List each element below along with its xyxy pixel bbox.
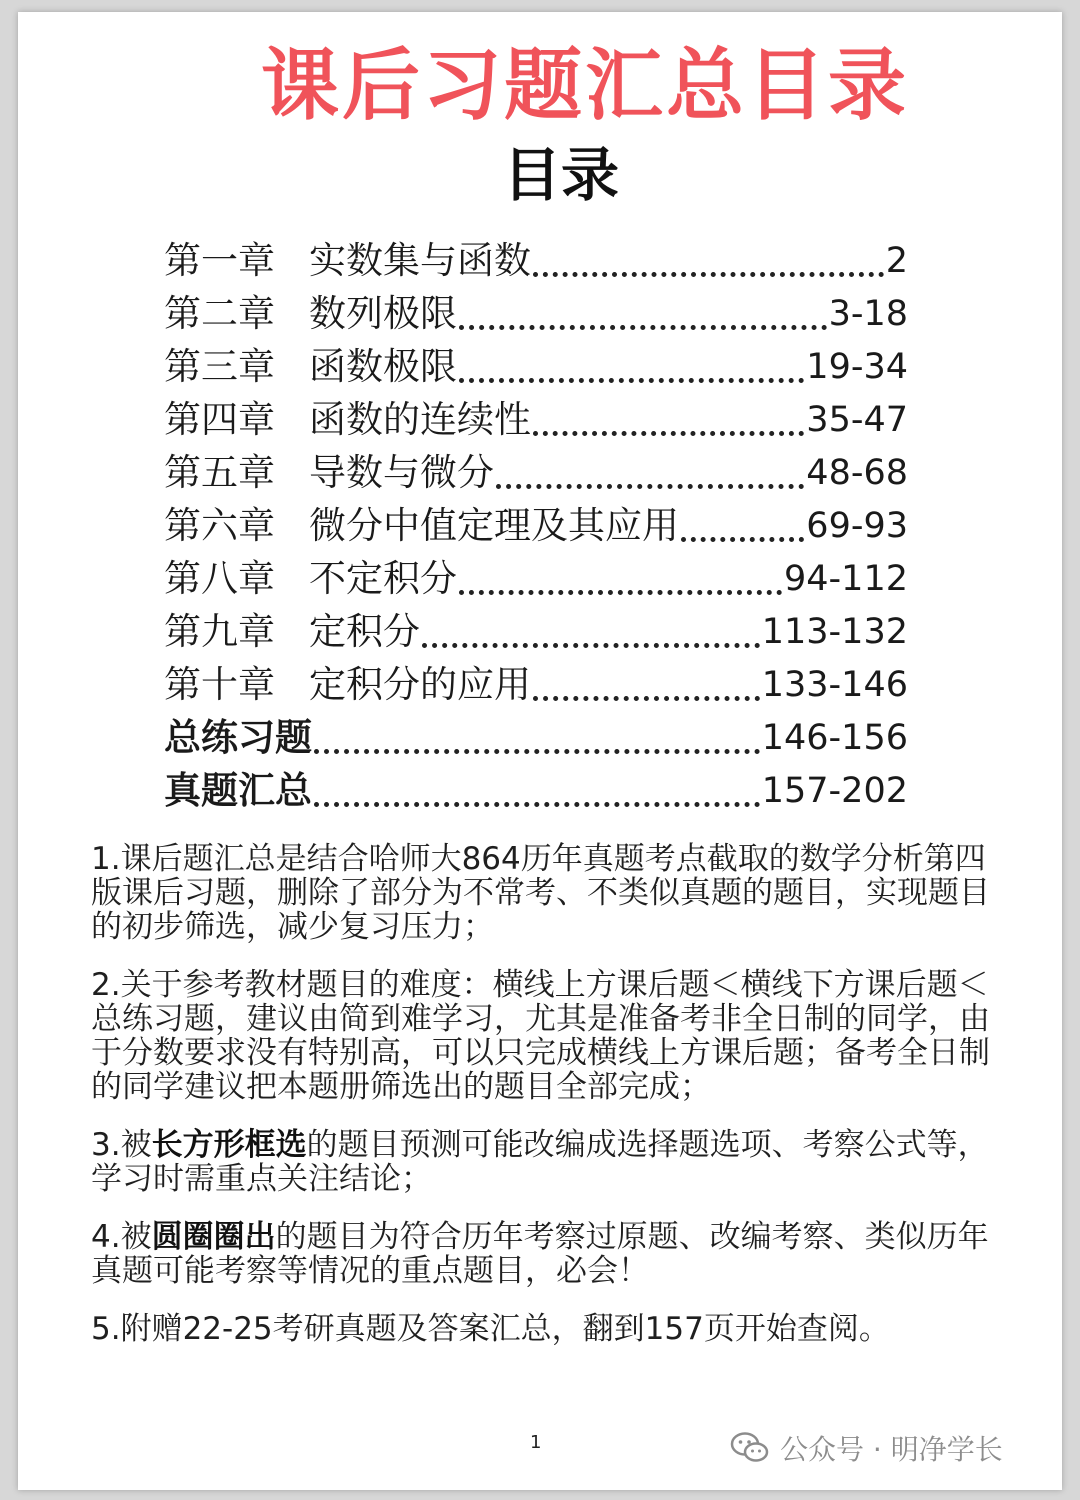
toc-row-ch9[interactable] xyxy=(164,603,908,656)
note-3-prefix: 3.被 xyxy=(91,1127,152,1163)
note-3-text: 的题目预测可能改编成选择题选项、考察公式等，学习时需重点关注结论； xyxy=(91,1127,989,1197)
toc-page-range: 48-68 xyxy=(806,453,908,493)
toc-chapter-label: 第一章 xyxy=(164,239,275,282)
note-4-emphasis: 圆圈圈出 xyxy=(151,1219,276,1255)
note-4 xyxy=(91,1220,991,1288)
toc-page-range: 113-132 xyxy=(761,612,908,652)
document-page xyxy=(18,12,1062,1490)
toc-row-ch1[interactable] xyxy=(164,232,908,285)
toc-chapter-label: 第三章 xyxy=(164,345,275,388)
toc-row-ch4[interactable] xyxy=(164,391,908,444)
toc-row-ch2[interactable] xyxy=(164,285,908,338)
toc-leader-dots xyxy=(533,419,804,436)
toc-page-range: 94-112 xyxy=(784,559,908,599)
note-1: 1.课后题汇总是结合哈师大864历年真题考点截取的数学分析第四版课后习题，删除了部分为不常考、不类似真题的题目，实现题目的初步筛选，减少复习压力； xyxy=(91,841,990,945)
toc-page-range: 157-202 xyxy=(761,771,908,811)
note-4-text: 的题目为符合历年考察过原题、改编考察、类似历年真题可能考察等情况的重点题目，必会！ xyxy=(91,1219,989,1289)
toc-leader-dots xyxy=(314,790,760,807)
watermark xyxy=(730,1428,1003,1468)
toc-leader-dots xyxy=(314,737,760,754)
toc-title: 数列极限 xyxy=(309,292,457,335)
toc-leader-dots xyxy=(459,578,782,595)
watermark-text: 公众号 · 明净学长 xyxy=(780,1433,1003,1466)
toc-chapter-label: 第五章 xyxy=(164,451,275,494)
toc-title: 导数与微分 xyxy=(309,451,494,494)
toc-row-ch3[interactable] xyxy=(164,338,908,391)
page-title: 课后习题汇总目录 xyxy=(260,41,909,131)
toc-page-range: 19-34 xyxy=(806,347,908,387)
toc-leader-dots xyxy=(681,525,804,542)
toc-title: 定积分 xyxy=(309,610,420,653)
toc-row-exercises[interactable] xyxy=(164,709,908,762)
toc-chapter-label: 第二章 xyxy=(164,292,275,335)
toc-row-ch6[interactable] xyxy=(164,497,908,550)
toc-chapter-label: 第九章 xyxy=(164,610,275,653)
notes-section xyxy=(91,842,991,1370)
toc-row-ch8[interactable] xyxy=(164,550,908,603)
toc-page-range: 3-18 xyxy=(828,294,908,334)
toc-heading: 目录 xyxy=(502,141,619,209)
toc-page-range: 35-47 xyxy=(806,400,908,440)
toc-chapter-label: 第八章 xyxy=(164,557,275,600)
toc-title: 真题汇总 xyxy=(164,769,312,812)
toc-leader-dots xyxy=(533,684,760,701)
toc-page-range: 133-146 xyxy=(761,665,908,705)
note-3 xyxy=(91,1128,991,1196)
toc-row-ch10[interactable] xyxy=(164,656,908,709)
toc-title: 函数极限 xyxy=(309,345,457,388)
toc-row-ch5[interactable] xyxy=(164,444,908,497)
page-number: 1 xyxy=(530,1432,542,1453)
toc-leader-dots xyxy=(459,366,804,383)
toc-title: 微分中值定理及其应用 xyxy=(309,504,679,547)
wechat-icon xyxy=(730,1431,770,1465)
note-4-prefix: 4.被 xyxy=(91,1219,152,1255)
toc-title: 不定积分 xyxy=(309,557,457,600)
toc-page-range: 146-156 xyxy=(761,718,908,758)
table-of-contents xyxy=(164,232,908,815)
note-2: 2.关于参考教材题目的难度：横线上方课后题＜横线下方课后题＜总练习题，建议由简到难学习，尤其是准备考非全日制的同学，由于分数要求没有特别高，可以只完成横线上方课后题；备考全日制的同学建议把本题册筛选出的题目全部完成； xyxy=(91,967,990,1105)
toc-chapter-label: 第十章 xyxy=(164,663,275,706)
toc-leader-dots xyxy=(422,631,760,648)
toc-leader-dots xyxy=(496,472,804,489)
toc-chapter-label: 第六章 xyxy=(164,504,275,547)
toc-page-range: 2 xyxy=(885,241,908,281)
toc-row-exam-collection[interactable] xyxy=(164,762,908,815)
toc-title: 函数的连续性 xyxy=(309,398,531,441)
toc-title: 定积分的应用 xyxy=(309,663,531,706)
toc-leader-dots xyxy=(459,313,827,330)
note-3-emphasis: 长方形框选 xyxy=(151,1127,307,1163)
note-5: 5.附赠22-25考研真题及答案汇总，翻到157页开始查阅。 xyxy=(91,1311,890,1347)
toc-page-range: 69-93 xyxy=(806,506,908,546)
toc-title: 实数集与函数 xyxy=(309,239,531,282)
toc-title: 总练习题 xyxy=(164,716,312,759)
toc-leader-dots xyxy=(533,260,884,277)
toc-chapter-label: 第四章 xyxy=(164,398,275,441)
